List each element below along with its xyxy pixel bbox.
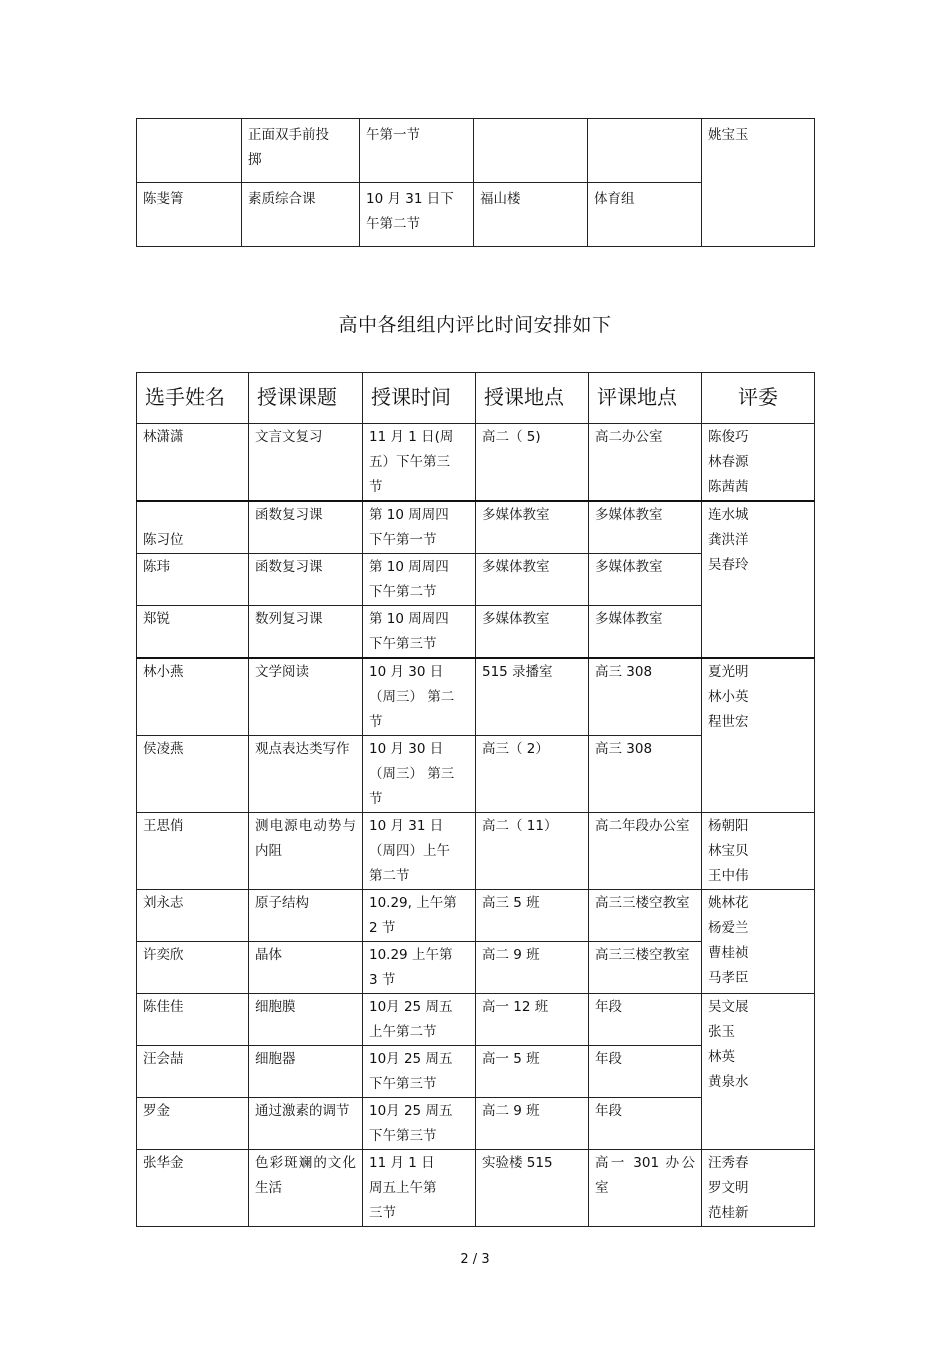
header-judges: 评委 [702, 373, 815, 424]
header-player-name: 选手姓名 [137, 373, 249, 424]
table-cell: 10月 25 周五 下午第三节 [363, 1046, 476, 1098]
table-cell: 细胞器 [249, 1046, 363, 1098]
table-cell: 陈玮 [137, 554, 249, 606]
table-cell: 高三 5 班 [476, 890, 589, 942]
table-cell: 林小燕 [137, 658, 249, 736]
table-cell: 高三三楼空教室 [589, 890, 702, 942]
table-cell: 正面双手前投 掷 [242, 119, 360, 183]
top-table [136, 118, 815, 247]
table-cell: 高一 5 班 [476, 1046, 589, 1098]
table-cell: 王思俏 [137, 813, 249, 890]
table-cell: 汪会喆 [137, 1046, 249, 1098]
table-cell: 高二办公室 [589, 424, 702, 502]
table-cell: 函数复习课 [249, 554, 363, 606]
table-cell: 11 月 1 日 周五上午第 三节 [363, 1150, 476, 1227]
table-row [137, 1150, 815, 1227]
table-cell: 高二 9 班 [476, 1098, 589, 1150]
table-cell: 11 月 1 日(周 五）下午第三 节 [363, 424, 476, 502]
table-cell: 晶体 [249, 942, 363, 994]
table-cell: 张华金 [137, 1150, 249, 1227]
table-cell: 多媒体教室 [589, 554, 702, 606]
table-cell: 10 月 31 日下 午第二节 [360, 183, 474, 247]
table-cell: 515 录播室 [476, 658, 589, 736]
table-cell: 文言文复习 [249, 424, 363, 502]
table-cell: 多媒体教室 [476, 606, 589, 659]
table-cell: 林潇潇 [137, 424, 249, 502]
table-cell: 高一 12 班 [476, 994, 589, 1046]
table-cell: 高二（ 11） [476, 813, 589, 890]
schedule-table [136, 372, 815, 1227]
table-cell: 陈俊巧 林春源 陈茜茜 [702, 424, 815, 502]
table-cell: 年段 [589, 1046, 702, 1098]
table-cell: 10.29, 上午第 2 节 [363, 890, 476, 942]
header-lesson-topic: 授课课题 [249, 373, 363, 424]
table-cell: 侯凌燕 [137, 736, 249, 813]
table-cell: 汪秀春 罗文明 范桂新 [702, 1150, 815, 1227]
table-cell: 数列复习课 [249, 606, 363, 659]
table-row [137, 813, 815, 890]
table-cell: 体育组 [588, 183, 702, 247]
table-cell [137, 119, 242, 183]
table-cell: 多媒体教室 [589, 606, 702, 659]
table-cell: 第 10 周周四 下午第一节 [363, 501, 476, 554]
table-row [137, 424, 815, 502]
table-cell: 姚林花 杨爱兰 曹桂祯 马孝臣 [702, 890, 815, 994]
table-cell: 第 10 周周四 下午第三节 [363, 606, 476, 659]
table-cell: 年段 [589, 1098, 702, 1150]
table-cell: 通过激素的调节 [249, 1098, 363, 1150]
table-cell: 观点表达类写作 [249, 736, 363, 813]
table-cell: 陈斐箐 [137, 183, 242, 247]
header-review-location: 评课地点 [589, 373, 702, 424]
table-cell: 原子结构 [249, 890, 363, 942]
table-cell: 函数复习课 [249, 501, 363, 554]
table-cell: 10月 25 周五 下午第三节 [363, 1098, 476, 1150]
table-cell: 夏光明 林小英 程世宏 [702, 658, 815, 813]
table-cell: 文学阅读 [249, 658, 363, 736]
table-cell: 10 月 31 日 （周四）上午 第二节 [363, 813, 476, 890]
table-cell: 第 10 周周四 下午第二节 [363, 554, 476, 606]
table-cell: 高三（ 2） [476, 736, 589, 813]
table-header-row [137, 373, 815, 424]
table-cell: 杨朝阳 林宝贝 王中伟 [702, 813, 815, 890]
table-cell: 多媒体教室 [476, 501, 589, 554]
table-cell: 高三 308 [589, 736, 702, 813]
table-cell: 姚宝玉 [702, 119, 815, 247]
table-cell: 色彩斑斓的文化生活 [249, 1150, 363, 1227]
table-cell: 罗金 [137, 1098, 249, 1150]
table-cell: 高一 301 办公室 [589, 1150, 702, 1227]
table-cell: 连水城 龚洪洋 吴春玲 [702, 501, 815, 658]
table-cell: 10 月 30 日 （周三） 第二 节 [363, 658, 476, 736]
table-cell: 年段 [589, 994, 702, 1046]
header-lesson-location: 授课地点 [476, 373, 589, 424]
table-cell: 10月 25 周五 上午第二节 [363, 994, 476, 1046]
section-title: 高中各组组内评比时间安排如下 [338, 314, 612, 336]
table-cell: 高二（ 5) [476, 424, 589, 502]
table-cell: 陈佳佳 [137, 994, 249, 1046]
table-cell: 实验楼 515 [476, 1150, 589, 1227]
table-row [137, 501, 815, 554]
table-cell: 福山楼 [474, 183, 588, 247]
table-cell: 测电源电动势与内阻 [249, 813, 363, 890]
table-cell [588, 119, 702, 183]
table-cell: 多媒体教室 [589, 501, 702, 554]
table-cell: 刘永志 [137, 890, 249, 942]
table-row [137, 890, 815, 942]
table-cell: 午第一节 [360, 119, 474, 183]
table-row [137, 119, 815, 183]
table-row [137, 994, 815, 1046]
table-cell: 素质综合课 [242, 183, 360, 247]
table-cell: 高三 308 [589, 658, 702, 736]
table-cell: 陈习位 [137, 501, 249, 554]
table-cell: 多媒体教室 [476, 554, 589, 606]
table-cell: 10.29 上午第 3 节 [363, 942, 476, 994]
table-cell: 郑锐 [137, 606, 249, 659]
page-number: 2 / 3 [460, 1252, 490, 1267]
table-cell: 高二年段办公室 [589, 813, 702, 890]
table-row [137, 658, 815, 736]
table-cell: 10 月 30 日 （周三） 第三 节 [363, 736, 476, 813]
table-cell: 高三三楼空教室 [589, 942, 702, 994]
table-cell: 许奕欣 [137, 942, 249, 994]
table-cell: 细胞膜 [249, 994, 363, 1046]
table-cell [474, 119, 588, 183]
table-cell: 高二 9 班 [476, 942, 589, 994]
table-cell: 吴文展 张玉 林英 黄泉水 [702, 994, 815, 1150]
header-lesson-time: 授课时间 [363, 373, 476, 424]
